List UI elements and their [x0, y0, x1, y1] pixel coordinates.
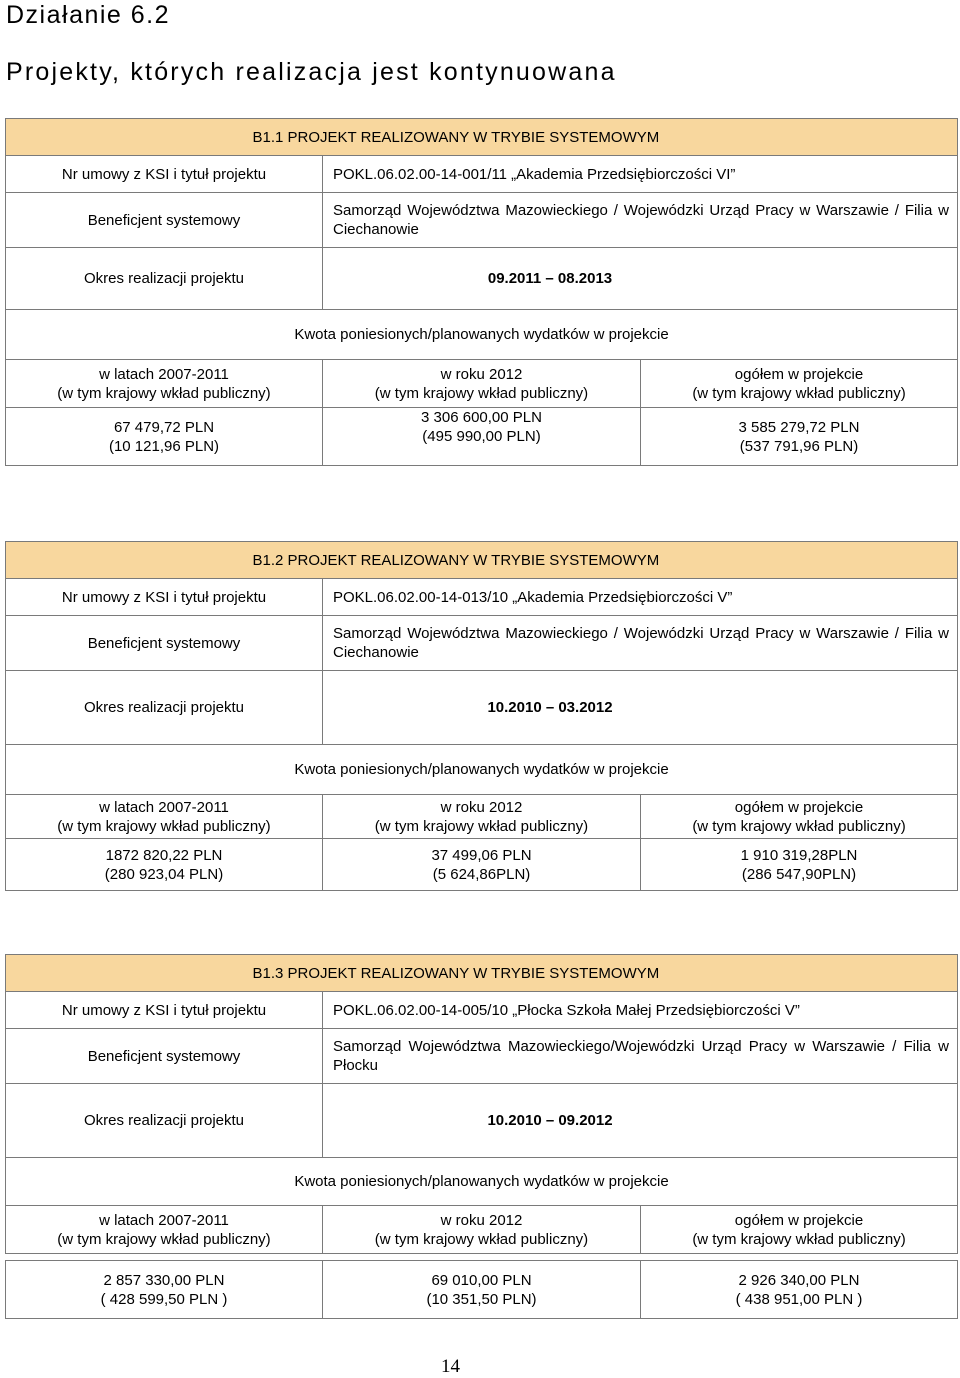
- project-period: 10.2010 – 09.2012: [323, 1084, 958, 1158]
- project-beneficiary: Samorząd Województwa Mazowieckiego / Wojewódzki Urząd Pracy w Warszawie / Filia w Ciechanowie: [323, 616, 958, 671]
- amount-2007-2011: 67 479,72 PLN (10 121,96 PLN): [6, 408, 323, 466]
- label-nr-umowy: Nr umowy z KSI i tytuł projektu: [6, 992, 323, 1029]
- label-nr-umowy: Nr umowy z KSI i tytuł projektu: [6, 579, 323, 616]
- col-header-total: ogółem w projekcie (w tym krajowy wkład publiczny): [641, 360, 958, 408]
- page-subtitle: Projekty, których realizacja jest kontynuowana: [6, 58, 617, 86]
- col-header-2012: w roku 2012 (w tym krajowy wkład publiczny): [323, 795, 641, 839]
- col-header-2012: w roku 2012 (w tym krajowy wkład publiczny): [323, 360, 641, 408]
- kwota-heading: Kwota poniesionych/planowanych wydatków w projekcie: [6, 310, 958, 360]
- amount-total: 1 910 319,28PLN (286 547,90PLN): [641, 839, 958, 891]
- amount-total: 2 926 340,00 PLN ( 438 951,00 PLN ): [641, 1261, 958, 1319]
- project-heading: B1.3 PROJEKT REALIZOWANY W TRYBIE SYSTEMOWYM: [323, 955, 958, 992]
- amount-2012: 69 010,00 PLN (10 351,50 PLN): [323, 1261, 641, 1319]
- project-table: [5, 541, 958, 891]
- project-number: POKL.06.02.00-14-005/10 „Płocka Szkoła Małej Przedsiębiorczości V”: [323, 992, 958, 1029]
- col-header-total: ogółem w projekcie (w tym krajowy wkład publiczny): [641, 795, 958, 839]
- col-header-total: ogółem w projekcie (w tym krajowy wkład publiczny): [641, 1206, 958, 1254]
- amount-2012: 3 306 600,00 PLN (495 990,00 PLN): [323, 408, 641, 466]
- page-number: 14: [441, 1356, 460, 1377]
- label-beneficjent: Beneficjent systemowy: [6, 1029, 323, 1084]
- project-beneficiary: Samorząd Województwa Mazowieckiego / Wojewódzki Urząd Pracy w Warszawie / Filia w Ciechanowie: [323, 193, 958, 248]
- project-table: [5, 118, 958, 466]
- label-okres: Okres realizacji projektu: [6, 671, 323, 745]
- project-heading: B1.1 PROJEKT REALIZOWANY W TRYBIE SYSTEMOWYM: [323, 119, 958, 156]
- col-header-2012: w roku 2012 (w tym krajowy wkład publiczny): [323, 1206, 641, 1254]
- amount-2012: 37 499,06 PLN (5 624,86PLN): [323, 839, 641, 891]
- project-heading: B1.2 PROJEKT REALIZOWANY W TRYBIE SYSTEMOWYM: [323, 542, 958, 579]
- col-header-2007-2011: w latach 2007-2011 (w tym krajowy wkład publiczny): [6, 795, 323, 839]
- project-number: POKL.06.02.00-14-013/10 „Akademia Przedsiębiorczości V”: [323, 579, 958, 616]
- project-number: POKL.06.02.00-14-001/11 „Akademia Przedsiębiorczości VI”: [323, 156, 958, 193]
- project-block-2: [5, 541, 957, 891]
- amount-2007-2011: 2 857 330,00 PLN ( 428 599,50 PLN ): [6, 1261, 323, 1319]
- project-block-1: [5, 118, 957, 466]
- col-header-2007-2011: w latach 2007-2011 (w tym krajowy wkład publiczny): [6, 360, 323, 408]
- label-nr-umowy: Nr umowy z KSI i tytuł projektu: [6, 156, 323, 193]
- project-period: 10.2010 – 03.2012: [323, 671, 958, 745]
- page-title: Działanie 6.2: [6, 1, 171, 29]
- project-table: [5, 954, 958, 1319]
- project-block-3: [5, 954, 957, 1319]
- label-beneficjent: Beneficjent systemowy: [6, 616, 323, 671]
- label-okres: Okres realizacji projektu: [6, 248, 323, 310]
- row-spacer: [6, 1254, 958, 1261]
- col-header-2007-2011: w latach 2007-2011 (w tym krajowy wkład publiczny): [6, 1206, 323, 1254]
- project-beneficiary: Samorząd Województwa Mazowieckiego/Wojewódzki Urząd Pracy w Warszawie / Filia w Płocku: [323, 1029, 958, 1084]
- amount-total: 3 585 279,72 PLN (537 791,96 PLN): [641, 408, 958, 466]
- amount-2007-2011: 1872 820,22 PLN (280 923,04 PLN): [6, 839, 323, 891]
- label-beneficjent: Beneficjent systemowy: [6, 193, 323, 248]
- kwota-heading: Kwota poniesionych/planowanych wydatków w projekcie: [6, 1158, 958, 1206]
- kwota-heading: Kwota poniesionych/planowanych wydatków w projekcie: [6, 745, 958, 795]
- project-period: 09.2011 – 08.2013: [323, 248, 958, 310]
- label-okres: Okres realizacji projektu: [6, 1084, 323, 1158]
